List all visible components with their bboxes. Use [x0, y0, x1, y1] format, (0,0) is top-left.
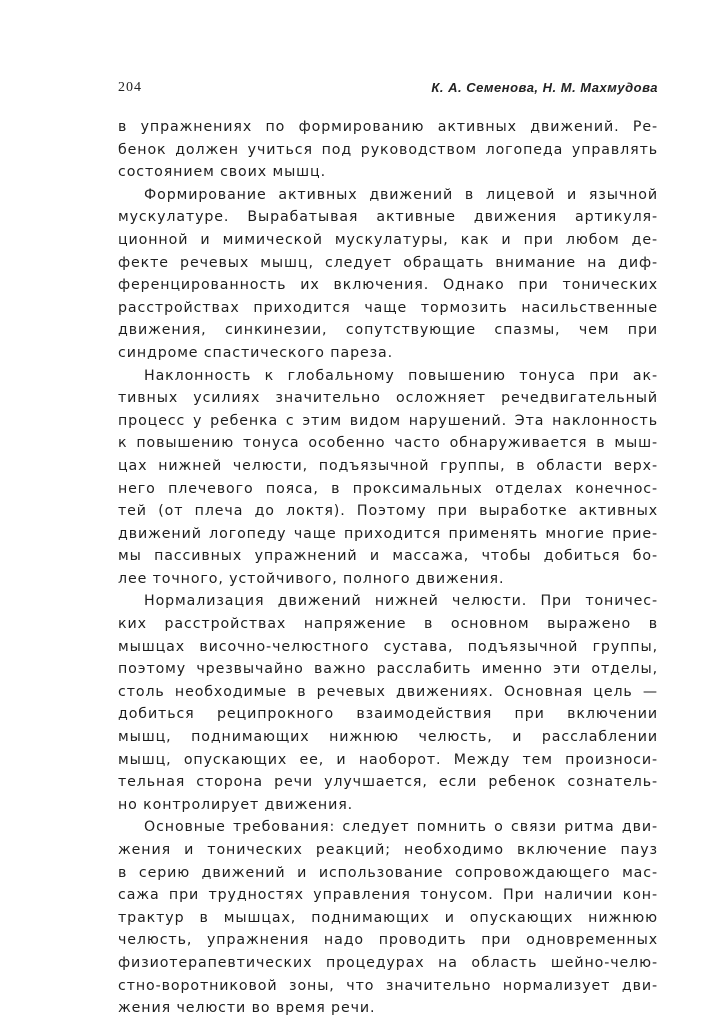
text-line: к повышению тонуса особенно часто обнаруживается в мыш-: [118, 435, 658, 452]
paragraph-first-line: Основные требования: следует помнить о связи ритма дви-: [144, 819, 658, 836]
paragraph-first-line: Наклонность к глобальному повышению тонуса при ак-: [144, 367, 658, 384]
text-line: ференцированность их включения. Однако при тонических: [118, 277, 658, 294]
text-line: ционной и мимической мускулатуры, как и при любом де-: [118, 231, 658, 248]
text-line: но контролирует движения.: [118, 796, 354, 813]
text-line: сажа при трудностях управления тонусом. При наличии кон-: [118, 887, 658, 904]
text-line: бенок должен учиться под руководством логопеда управлять: [118, 141, 658, 158]
text-line: состоянием своих мышц.: [118, 164, 327, 181]
text-line: мы пассивных упражнений и массажа, чтобы добиться бо-: [118, 548, 658, 565]
text-line: тивных усилиях значительно осложняет речедвигательный: [118, 390, 658, 407]
page-header: [118, 80, 658, 102]
text-line: мышц, опускающих ее, и наоборот. Между тем произноси-: [118, 751, 658, 768]
text-line: мышцах височно-челюстного сустава, подъязычной группы,: [118, 638, 658, 655]
text-line: движений логопеду чаще приходится применять многие прие-: [118, 525, 658, 542]
running-head-authors: К. А. Семенова, Н. М. Махмудова: [431, 80, 658, 95]
text-line: фекте речевых мышц, следует обращать внимание на диф-: [118, 254, 658, 271]
text-line: расстройствах приходится чаще тормозить насильственные: [118, 299, 658, 316]
text-line: тей (от плеча до локтя). Поэтому при выработке активных: [118, 503, 658, 520]
text-line: столь необходимые в речевых движениях. Основная цель —: [118, 683, 658, 700]
paragraph-first-line: Нормализация движений нижней челюсти. При тоничес-: [144, 593, 658, 610]
text-line: физиотерапевтических процедурах на область шейно-челю-: [118, 954, 658, 971]
text-line: тельная сторона речи улучшается, если ребенок сознатель-: [118, 774, 658, 791]
text-line: в серию движений и использование сопровождающего мас-: [118, 864, 658, 881]
text-line: поэтому чрезвычайно важно расслабить именно эти отделы,: [118, 661, 658, 678]
text-line: синдроме спастического пареза.: [118, 344, 394, 361]
text-line: жения челюсти во время речи.: [118, 1000, 376, 1017]
text-line: лее точного, устойчивого, полного движения.: [118, 570, 505, 587]
text-line: стно-воротниковой зоны, что значительно нормализует дви-: [118, 977, 658, 994]
text-line: мышц, поднимающих нижнюю челюсть, и расслаблении: [118, 729, 658, 746]
text-line: челюсть, упражнения надо проводить при одновременных: [118, 932, 658, 949]
page-number: 204: [118, 80, 142, 95]
text-line: жения и тонических реакций; необходимо включение пауз: [118, 842, 658, 858]
text-line: цах нижней челюсти, подъязычной группы, в области верх-: [118, 457, 658, 474]
text-line: ких расстройствах напряжение в основном выражено в: [118, 616, 658, 633]
body-text: [118, 116, 658, 1020]
text-line: него плечевого пояса, в проксимальных отделах конечнос-: [118, 480, 658, 497]
text-line: добиться реципрокного взаимодействия при включении: [118, 706, 658, 723]
text-line: трактур в мышцах, поднимающих и опускающих нижнюю: [118, 909, 658, 926]
text-line: в упражнениях по формированию активных движений. Ре-: [118, 119, 658, 135]
paragraph-first-line: Формирование активных движений в лицевой и язычной: [144, 186, 658, 203]
text-line: процесс у ребенка с этим видом нарушений. Эта наклонность: [118, 412, 658, 429]
text-line: мускулатуре. Вырабатывая активные движения артикуля-: [118, 209, 658, 226]
text-line: движения, синкинезии, сопутствующие спазмы, чем при: [118, 322, 658, 339]
